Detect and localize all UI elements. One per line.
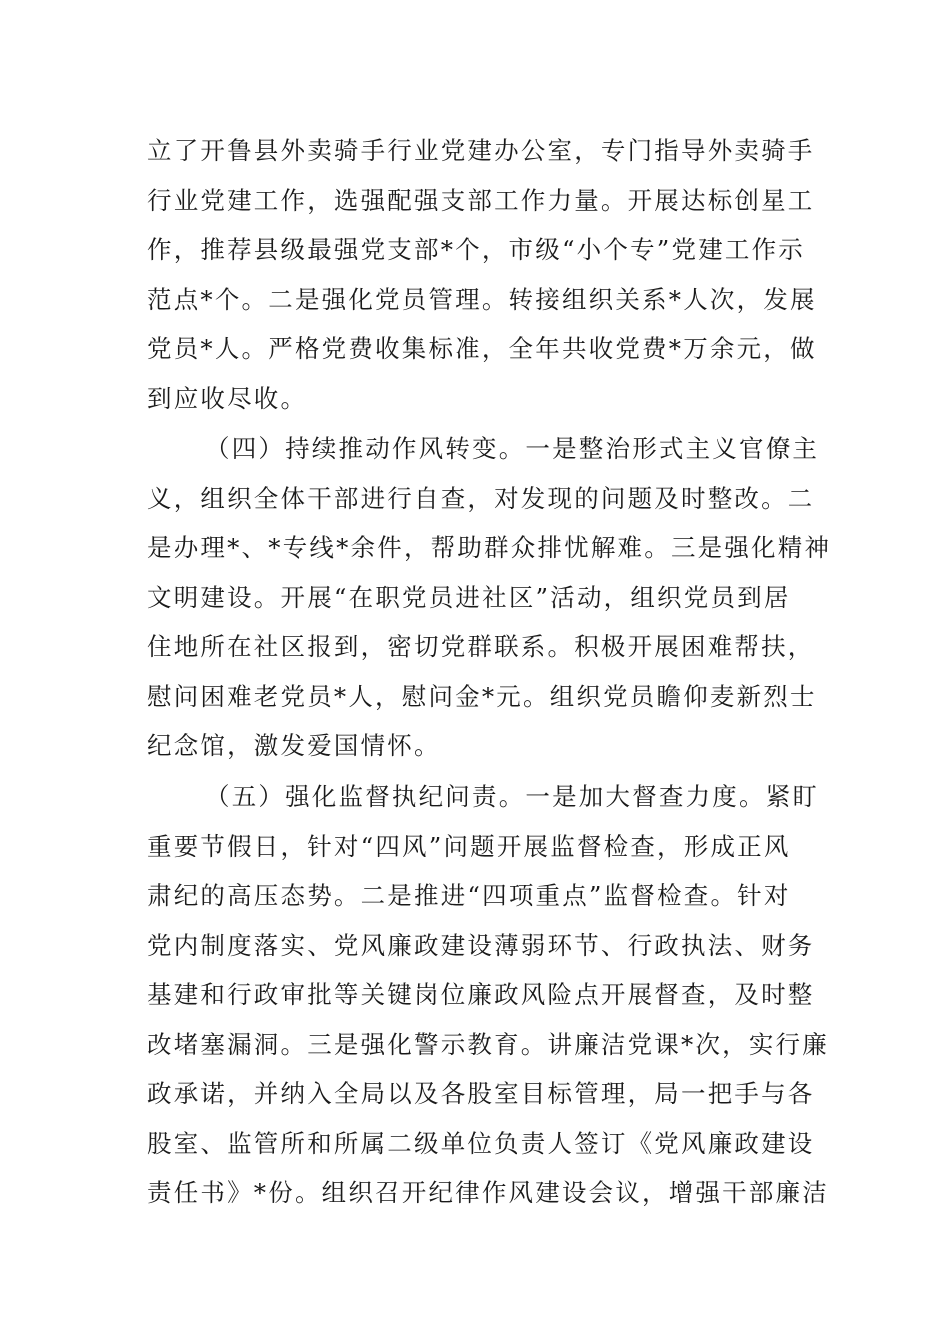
text-line: 范点*个。二是强化党员管理。转接组织关系*人次，发展 [147,284,817,314]
text-line: （五）强化监督执纪问责。一是加大督查力度。紧盯 [205,782,820,811]
text-line: 作，推荐县级最强党支部*个，市级“小个专”党建工作示 [147,235,805,264]
text-line: 是办理*、*专线*余件，帮助群众排忧解难。三是强化精神 [147,533,832,562]
text-line: 慰问困难老党员*人，慰问金*元。组织党员瞻仰麦新烈士 [147,681,817,711]
text-line: 立了开鲁县外卖骑手行业党建办公室，专门指导外卖骑手 [147,136,815,165]
text-line: 文明建设。开展“在职党员进社区”活动，组织党员到居 [147,582,791,612]
paragraph-supervision-discipline [147,772,829,1218]
text-line: 行业党建工作，选强配强支部工作力量。开展达标创星工 [147,185,815,215]
text-line: 党员*人。严格党费收集标准，全年共收党费*万余元，做 [147,334,817,363]
text-line: 股室、监管所和所属二级单位负责人签订《党风廉政建设 [147,1128,815,1158]
paragraph-party-building-continued [147,126,817,423]
paragraph-work-style-change [147,424,832,771]
text-line: 重要节假日，针对“四风”问题开展监督检查，形成正风 [147,831,791,861]
text-line: 义，组织全体干部进行自查，对发现的问题及时整改。二 [147,483,815,513]
text-line: 责任书》*份。组织召开纪律作风建设会议，增强干部廉洁 [147,1178,829,1207]
text-line: （四）持续推动作风转变。一是整治形式主义官僚主 [205,434,820,463]
text-line: 肃纪的高压态势。二是推进“四项重点”监督检查。针对 [147,881,791,910]
text-line: 改堵塞漏洞。三是强化警示教育。讲廉洁党课*次，实行廉 [147,1029,829,1059]
text-line: 住地所在社区报到，密切党群联系。积极开展困难帮扶， [147,632,815,661]
text-line: 纪念馆，激发爱国情怀。 [147,731,441,760]
text-line: 党内制度落实、党风廉政建设薄弱环节、行政执法、财务 [147,930,815,960]
text-line: 政承诺，并纳入全局以及各股室目标管理，局一把手与各 [147,1079,815,1108]
text-line: 基建和行政审批等关键岗位廉政风险点开展督查，及时整 [147,980,815,1009]
text-line: 到应收尽收。 [147,383,308,413]
